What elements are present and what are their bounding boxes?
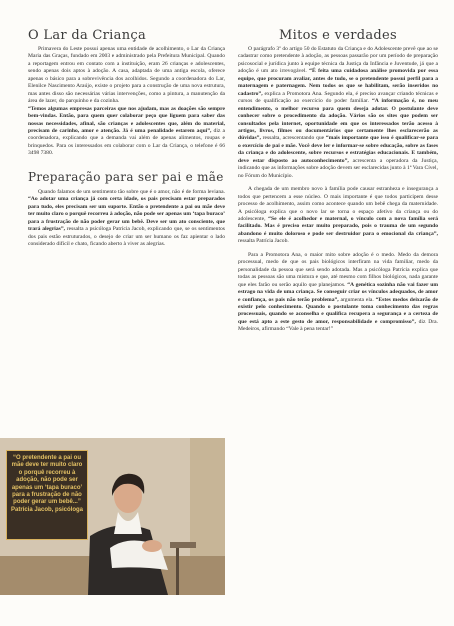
mitos-p1b: “É feita uma cuidadosa análise promovida por essa equipe, que procuram avaliar, antes de tudo, se o pretendente possui perfil para a maternagem e paternagem. Nem todos os que se habilitam, serão inseridos no cadastro”, <box>238 68 438 97</box>
prep-intro: Quando falamos de um sentimento tão sobre que é o amor, não é de forma leviana. <box>38 188 225 195</box>
section-title-mitos: Mitos e verdades <box>279 28 397 43</box>
lar-paragraph-1: Primavera do Leste possui apenas uma entidade de acolhimento, o Lar da Criança Maria das Graças, fundado em 2003 e administrado pela Prefeitura Municipal. Quando a reportagem entrou em contato com a instituição, eram 26 crianças e adolescentes, sendo apenas dois aptos à adoção. A casa, adaptada de uma antiga escola, oferece apenas o básico para a sobrevivência dos acolhidos. Segundo a coordenadora do Lar, Elenilce Nascimento Araújo, existe o projeto para a construção de uma nova estrutura, mas antes disso são necessárias várias intervenções, como a pintura, a manutenção da área de lazer, do parquinho e da cozinha. <box>28 46 225 105</box>
mitos-p1f: “mais importante que isso é qualificar-se para o exercício de pai e mãe. Você deve ler e informar-se sobre educação, sobre as fases da criança e do adolescente, sobre recursos e estratégias educacionais. E também, deve estar disposto ao autoconhecimento”, <box>238 135 438 164</box>
mitos-p2c: ressalta Patrícia Jacob. <box>238 238 289 245</box>
mitos-p1d: “A informação é, no meu entendimento, o melhor recurso para quem deseja adotar. O postulante deve conhecer sobre o procedimento da adoção. Vários são os sites que podem ser consultados pela internet, oportunidade em que os interessados terão acesso à artigos, livros, filmes ou documentários que certamente lhes esclarecerão as dúvidas”, <box>238 98 438 142</box>
mitos-paragraph-1 <box>238 46 438 180</box>
mitos-p3e: diz Dra. Medeiros, afirmando “Vale à pena tentar!” <box>238 318 438 333</box>
mitos-p3d: “Estes medos deixarão de existir pelo conhecimento. Quando o postulante toma conhecimento das regras processuais, quando se aconselha e qualifica recupera a segurança e a certeza de que está apto a este gesto de amor, responsabilidade e compromisso”, <box>238 296 438 325</box>
mitos-p2a: A chegada de um membro novo à família pode causar estranheza e insegurança a todos que pertencem a esse núcleo. O mais importante é que todos participem desse processo de acolhimento, assim como acontece quando um bebê chega da maternidade. A psicóloga explica que o novo lar se torna o espaço afetivo da criança ou do adolescente, <box>238 186 438 222</box>
prep-paragraph <box>28 189 225 249</box>
left-column <box>28 28 225 248</box>
prep-attribution: ressalta a psicóloga Patrícia Jacob, explicando que, se os sentimentos dos pais estão estruturados, o desejo de criar um ser humano os faz apientar o lado considerado difícil e chato, ficando aberto à viver as alegrias. <box>28 226 225 247</box>
mitos-paragraph-2 <box>238 186 438 246</box>
section-title-preparacao: Preparação para ser pai e mãe <box>28 169 224 184</box>
right-column <box>238 28 438 334</box>
mitos-p1g: acrescenta a operadora da Justiça, indicando que as informações sobre adoção devem ser esclarecidas junto à 1ª Vara Cível, no Fórum do Município. <box>238 157 439 179</box>
psychologist-photo <box>0 438 225 595</box>
mitos-p1e: ressalta, acrescentando que <box>260 135 325 142</box>
mitos-paragraph-3 <box>238 252 438 334</box>
section-title-lar: O Lar da Criança <box>28 28 146 43</box>
mitos-p3b: “A genética sozinha não vai fazer um estrago na vida de uma criança. Se conseguir criar os vínculos adequados, de amor e confiança, os pais não terão problema”, <box>238 281 438 303</box>
mitos-p1a: O parágrafo 3º do artigo 50 do Estatuto da Criança e do Adolescente prevê que ao se cadastrar como pretendente à adoção, as pessoas passarão por um período de preparação psicosocial e jurídica junto à equipe técnica da Justiça da Infância e Juventude, já que a adoção é um ato irrevogável. <box>238 46 438 75</box>
mitos-p3a: Para a Promotora Ana, o maior mito sobre adoção é o medo. Medo da demora processual, medo de que os pais biológicos interfiram na vida familiar, medo da personalidade da pessoa que será sendo adotada. Mas a psicóloga Patrícia explica que todas as pessoas são uma mistura e que, até mesmo com filhos biológicos, nada garante que eles farão ou serão aquilo que planejamos. <box>238 251 438 288</box>
prep-quote: “Ao adotar uma criança já com certa idade, os pais precisam estar preparados para tudo, eles precisam ser um suporte. Então o pretendente a pai ou mãe deve ter muito claro o porquê recorreu à adoção, não pode ser apenas um ‘tapa buraco’ para a frustração de não poder gerar um bebê. Deve ser um ato consciente, que trará alegrias”, <box>28 196 225 233</box>
mitos-p2b: “Se ele é acolhedor e maternal, o vínculo com a nova família será facilitado. Mas é preciso estar muito preparado, pois o trauma de um segundo abandono é muito doloroso e pode ser destruidor para o emocional da criança”, <box>238 215 438 237</box>
mitos-p1c: explica a Promotora Ana. Segundo ela, é preciso avançar criando técnicas e cursos de qualificação ao exercício do poder familiar. <box>238 90 438 105</box>
mitos-p3c: argumenta ela. <box>338 296 374 303</box>
lar-quote-attribution: diz a coordenadora, explicando que a demanda vai além de apenas alimentos, roupas e brinquedos. Para os interessados em colaborar com o Lar da Criança, o telefone é 66 3498 7380. <box>28 127 225 157</box>
lar-paragraph-2 <box>28 106 225 158</box>
pull-quote-box <box>6 450 88 540</box>
pull-quote-text: “O pretendente a pai ou mãe deve ter muito claro o porquê recorreu à adoção, não pode ser apenas um ‘tapa buraco’ para a frustração de não poder gerar um bebê...” Patrícia Jacob, psicóloga <box>10 455 84 513</box>
lar-quote: “Temos algumas empresas parceiras que nos ajudam, mas as doações são sempre bem-vindas. Então, para quem quer colaborar peço que liguem para saber das nossas necessidades, afinal, são crianças e adolescentes que, além do material, precisam de carinho, amor e atenção. Já é uma penalidade estarem aqui”, <box>28 105 225 134</box>
